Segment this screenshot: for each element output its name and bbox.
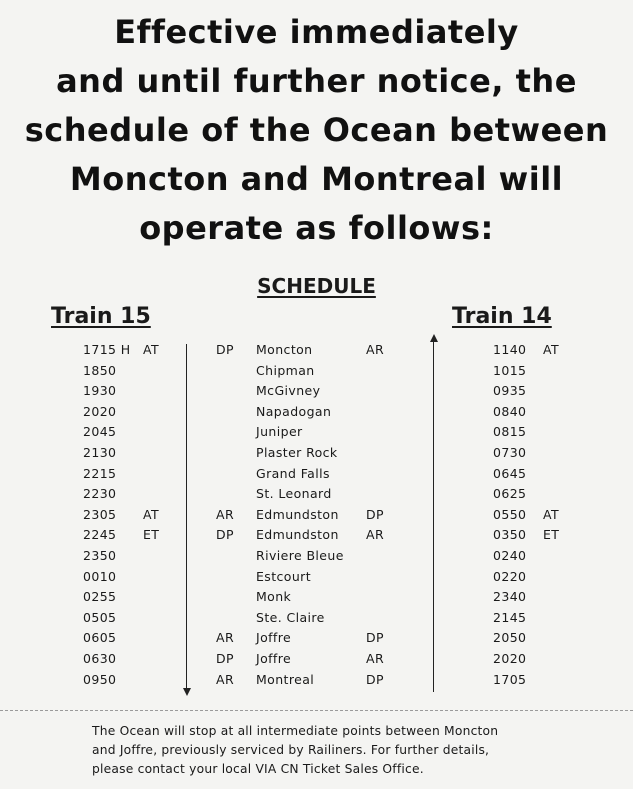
train-15-time: 1930 [83,383,117,399]
train-15-arr-dep: DP [216,650,234,666]
headline-line: Effective immediately [114,13,519,51]
train-15-time: 2130 [83,444,117,460]
headline-line: Moncton and Montreal will [69,160,564,198]
train-14-time: 0815 [493,424,527,440]
schedule-row [0,424,633,445]
train-14-arr-dep: AR [366,650,385,666]
headline-line: schedule of the Ocean between [24,111,609,149]
schedule-row [0,445,633,466]
train-14-time: 0550 [493,506,527,522]
schedule-table [0,342,633,692]
schedule-row [0,507,633,528]
train-15-arr-dep: AR [216,671,235,687]
schedule-row [0,630,633,651]
station-name: Plaster Rock [256,444,338,460]
train-14-time: 2020 [493,650,527,666]
train-14-time: 0240 [493,547,527,563]
train-15-time: 2230 [83,486,117,502]
station-name: Moncton [256,342,313,357]
schedule-row [0,589,633,610]
train-15-time: 1715 H [83,342,131,357]
schedule-row [0,404,633,425]
station-name: Edmundston [256,527,339,543]
headline [0,8,633,253]
train-14-arr-dep: AR [366,527,385,543]
train-14-timezone: AT [543,506,560,522]
train-14-arr-dep: DP [366,630,384,646]
train-14-arr-dep: DP [366,506,384,522]
train-14-time: 0625 [493,486,527,502]
train-14-time: 0220 [493,568,527,584]
station-name: Juniper [256,424,303,440]
train-14-time: 0840 [493,403,527,419]
train-15-arr-dep: AR [216,506,235,522]
headline-line: operate as follows: [139,209,494,247]
schedule-row [0,548,633,569]
train-15-time: 2245 [83,527,117,543]
schedule-row [0,527,633,548]
train-14-time: 2145 [493,609,527,625]
train-15-time: 2020 [83,403,117,419]
train-14-time: 0935 [493,383,527,399]
station-name: McGivney [256,383,321,399]
station-name: Edmundston [256,506,339,522]
schedule-row [0,383,633,404]
schedule-row [0,610,633,631]
train-14-heading: Train 14 [452,304,552,329]
divider [0,710,633,711]
station-name: Napadogan [256,403,332,419]
train-15-arr-dep: DP [216,527,234,543]
train-14-time: 0350 [493,527,527,543]
train-15-time: 0010 [83,568,117,584]
train-15-time: 0950 [83,671,117,687]
station-name: Ste. Claire [256,609,325,625]
schedule-row [0,569,633,590]
train-14-time: 2050 [493,630,527,646]
footer-notice [92,722,552,779]
schedule-row [0,363,633,384]
train-15-timezone: ET [143,527,160,543]
train-15-heading: Train 15 [51,304,151,329]
station-name: St. Leonard [256,486,332,502]
schedule-row [0,342,633,363]
train-15-timezone: AT [143,506,160,522]
train-15-time: 0255 [83,589,117,605]
train-15-timezone: AT [143,342,160,357]
schedule-title: SCHEDULE [257,274,376,298]
train-14-time: 1015 [493,362,527,378]
footer-line: and Joffre, previously serviced by Railiners. For further details, [92,743,490,757]
station-name: Estcourt [256,568,311,584]
schedule-row [0,651,633,672]
train-14-time: 1705 [493,671,527,687]
footer-line: please contact your local VIA CN Ticket Sales Office. [92,762,424,776]
train-15-time: 2045 [83,424,117,440]
train-14-arr-dep: DP [366,671,384,687]
station-name: Montreal [256,671,315,687]
train-14-time: 2340 [493,589,527,605]
station-name: Monk [256,589,292,605]
train-14-timezone: ET [543,527,560,543]
station-name: Grand Falls [256,465,330,481]
schedule-row [0,486,633,507]
station-name: Chipman [256,362,315,378]
train-15-time: 2350 [83,547,117,563]
schedule-row [0,672,633,693]
train-14-arr-dep: AR [366,342,385,357]
station-name: Riviere Bleue [256,547,344,563]
train-15-time: 0505 [83,609,117,625]
train-15-arr-dep: DP [216,342,234,357]
train-15-time: 1850 [83,362,117,378]
train-15-time: 0630 [83,650,117,666]
train-14-time: 1140 [493,342,527,357]
schedule-row [0,466,633,487]
train-15-time: 2305 [83,506,117,522]
headline-line: and until further notice, the [56,62,577,100]
arrow-up-icon [430,334,438,342]
footer-line: The Ocean will stop at all intermediate points between Moncton [92,724,499,738]
train-15-arr-dep: AR [216,630,235,646]
train-15-time: 0605 [83,630,117,646]
station-name: Joffre [256,650,292,666]
train-14-time: 0730 [493,444,527,460]
train-14-time: 0645 [493,465,527,481]
train-14-timezone: AT [543,342,560,357]
train-15-time: 2215 [83,465,117,481]
station-name: Joffre [256,630,292,646]
